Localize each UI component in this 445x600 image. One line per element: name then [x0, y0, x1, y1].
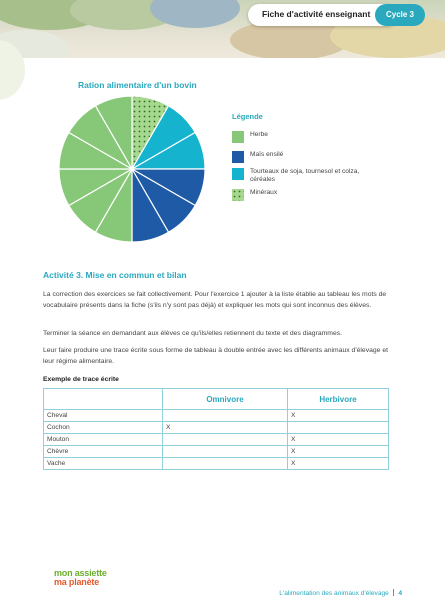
table-cell — [163, 410, 288, 422]
table-row — [44, 446, 389, 458]
legend-item-herbe — [232, 131, 370, 143]
logo-line-2: ma planète — [54, 577, 100, 587]
table-cell: X — [288, 458, 389, 470]
table-row — [44, 458, 389, 470]
table-header-cell: Herbivore — [288, 389, 389, 410]
legend-label: Maïs ensilé — [250, 151, 284, 158]
table-header-cell: Omnivore — [163, 389, 288, 410]
section-heading: Activité 3. Mise en commun et bilan — [43, 270, 187, 280]
table-header-row — [44, 389, 389, 410]
brand-logo — [54, 569, 107, 587]
legend-swatch — [232, 151, 244, 163]
table-cell — [163, 434, 288, 446]
table-row — [44, 422, 389, 434]
legend-item-mais — [232, 151, 370, 163]
legend-item-tourteaux — [232, 168, 370, 184]
legend-swatch — [232, 131, 244, 143]
header-title: Fiche d'activité enseignant — [262, 9, 371, 19]
footer-text: L'alimentation des animaux d'élevage — [279, 590, 389, 597]
table-cell: Vache — [44, 458, 163, 470]
legend-title: Légende — [232, 112, 263, 121]
page-footer — [279, 589, 402, 597]
paragraph: Terminer la séance en demandant aux élèves ce qu'ils/elles retiennent du texte et des diagrammes. — [43, 330, 343, 337]
table-row — [44, 434, 389, 446]
legend-label: Herbe — [250, 131, 268, 138]
footer-divider — [393, 589, 395, 596]
table-cell — [288, 422, 389, 434]
pie-chart — [52, 89, 212, 249]
cycle-badge: Cycle 3 — [375, 4, 425, 26]
table-row — [44, 410, 389, 422]
table-cell: X — [288, 410, 389, 422]
legend-swatch — [232, 168, 244, 180]
table-cell: Mouton — [44, 434, 163, 446]
legend-label: Minéraux — [250, 189, 278, 196]
table-cell: Cheval — [44, 410, 163, 422]
table-cell — [163, 458, 288, 470]
example-label: Exemple de trace écrite — [43, 376, 119, 383]
table-header-cell — [44, 389, 163, 410]
page-number: 4 — [398, 590, 402, 597]
table-cell: Chèvre — [44, 446, 163, 458]
paragraph: Leur faire produire une trace écrite sous forme de tableau à double entrée avec les différents animaux d'élevage et leur régime alimentaire. — [43, 347, 389, 365]
table-cell: Cochon — [44, 422, 163, 434]
table-cell: X — [288, 434, 389, 446]
trace-table — [43, 388, 389, 470]
legend-label: Tourteaux de soja, tournesol et colza, céréales — [250, 168, 360, 183]
logo-line-1: mon assiette — [54, 568, 107, 578]
paragraph: La correction des exercices se fait collectivement. Pour l'exercice 1 ajouter à la liste établie au tableau les mots de vocabulaire présents dans la fiche (s'ils n'y sont pas déjà) et expliquer les mots qui sont inconnus des élèves. — [43, 291, 387, 309]
table-cell — [163, 446, 288, 458]
table-cell: X — [163, 422, 288, 434]
table-cell: X — [288, 446, 389, 458]
chart-title: Ration alimentaire d'un bovin — [78, 80, 197, 90]
legend-swatch — [232, 189, 244, 201]
legend-item-mineraux — [232, 189, 370, 201]
